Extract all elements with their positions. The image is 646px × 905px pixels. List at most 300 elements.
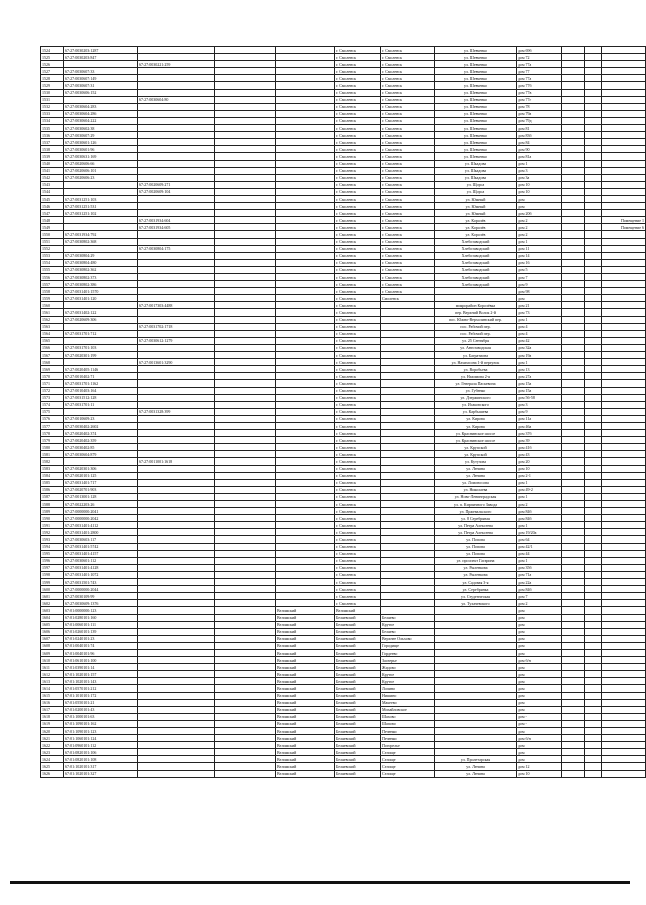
locality-cell: Лопино — [381, 685, 435, 692]
house-cell: дом 71а — [517, 571, 562, 578]
empty-cell-cell — [215, 728, 276, 735]
table-row — [41, 635, 646, 642]
empty-cell-cell — [585, 536, 602, 543]
cadastral-number-cell: 67:01:0820101:108 — [64, 756, 138, 763]
row-number-cell: 1560 — [41, 302, 64, 309]
empty-cell-cell — [562, 706, 585, 713]
empty-cell-cell — [585, 238, 602, 245]
cadastral-number-cell: 67:27:0030607:149 — [64, 75, 138, 82]
street-cell: ул. Кирова — [435, 415, 517, 422]
row-number-cell: 1610 — [41, 657, 64, 664]
street-cell: ул. Студенческая — [435, 593, 517, 600]
empty-cell-cell — [562, 288, 585, 295]
table-row — [41, 586, 646, 593]
row-number-cell: 1584 — [41, 472, 64, 479]
table-row — [41, 579, 646, 586]
empty-cell-cell — [562, 231, 585, 238]
locality-cell — [381, 536, 435, 543]
building-cadastral-number-cell — [138, 281, 215, 288]
cadastral-number-cell: 67:27:0030601:112 — [64, 557, 138, 564]
row-number-cell: 1537 — [41, 139, 64, 146]
street-cell: ул. п. Кирпичного Завода — [435, 501, 517, 508]
cadastral-number-cell: 67:01:0390101:14 — [64, 664, 138, 671]
note-cell — [602, 125, 646, 132]
empty-cell-cell — [585, 245, 602, 252]
settlement-cell: г. Смоленск — [335, 54, 381, 61]
empty-cell-cell — [215, 82, 276, 89]
note-cell — [602, 387, 646, 394]
street-cell: ул. проспект Гагарина — [435, 557, 517, 564]
district-cell: Велижский — [276, 770, 335, 777]
note-cell — [602, 657, 646, 664]
empty-cell-cell — [562, 146, 585, 153]
building-cadastral-number-cell — [138, 430, 215, 437]
row-number-cell: 1581 — [41, 451, 64, 458]
note-cell — [602, 281, 646, 288]
empty-cell-cell — [215, 642, 276, 649]
empty-cell-cell — [585, 224, 602, 231]
street-cell: ул. Шевченко — [435, 110, 517, 117]
cadastral-number-cell: 67:01:0960101:112 — [64, 742, 138, 749]
cadastral-number-cell: 67:27:0031401:1570 — [64, 288, 138, 295]
settlement-cell: Беляевский — [335, 763, 381, 770]
empty-cell-cell — [562, 203, 585, 210]
row-number-cell: 1611 — [41, 664, 64, 671]
note-cell — [602, 238, 646, 245]
empty-cell-cell — [215, 203, 276, 210]
table-row — [41, 422, 646, 429]
note-cell — [602, 444, 646, 451]
locality-cell: г. Смоленск — [381, 117, 435, 124]
house-cell: дом 15а — [517, 380, 562, 387]
empty-cell-cell — [585, 266, 602, 273]
district-cell — [276, 96, 335, 103]
empty-cell-cell — [215, 472, 276, 479]
settlement-cell: г. Смоленск — [335, 210, 381, 217]
row-number-cell: 1594 — [41, 543, 64, 550]
settlement-cell: г. Смоленск — [335, 330, 381, 337]
street-cell: ул. Нахимсона 1-й переулок — [435, 359, 517, 366]
locality-cell: г. Смоленск — [381, 217, 435, 224]
note-cell — [602, 430, 646, 437]
cadastral-number-cell — [64, 408, 138, 415]
cadastral-number-cell: 67:01:0570101:212 — [64, 685, 138, 692]
empty-cell-cell — [562, 536, 585, 543]
row-number-cell: 1597 — [41, 564, 64, 571]
cadastral-number-cell: 67:27:0030603:117 — [64, 536, 138, 543]
locality-cell — [381, 586, 435, 593]
district-cell — [276, 259, 335, 266]
empty-cell-cell — [215, 110, 276, 117]
street-cell — [435, 735, 517, 742]
empty-cell-cell — [215, 281, 276, 288]
settlement-cell: г. Смоленск — [335, 522, 381, 529]
street-cell — [435, 288, 517, 295]
building-cadastral-number-cell — [138, 685, 215, 692]
note-cell — [602, 422, 646, 429]
cadastral-number-cell: 67:01:1010101:172 — [64, 692, 138, 699]
empty-cell-cell — [585, 359, 602, 366]
cadastral-number-cell: 67:27:0031402:122 — [64, 309, 138, 316]
cadastral-number-cell: 67:27:0031401:717 — [64, 479, 138, 486]
empty-cell-cell — [585, 288, 602, 295]
note-cell — [602, 316, 646, 323]
settlement-cell: г. Смоленск — [335, 110, 381, 117]
house-cell: дом 1 — [517, 238, 562, 245]
district-cell — [276, 295, 335, 302]
cadastral-number-cell — [64, 302, 138, 309]
row-number-cell: 1565 — [41, 337, 64, 344]
locality-cell: г. Смоленск — [381, 188, 435, 195]
empty-cell-cell — [585, 642, 602, 649]
empty-cell-cell — [585, 671, 602, 678]
table-row — [41, 415, 646, 422]
table-row — [41, 394, 646, 401]
empty-cell-cell — [562, 61, 585, 68]
building-cadastral-number-cell — [138, 110, 215, 117]
district-cell — [276, 75, 335, 82]
note-cell — [602, 706, 646, 713]
table-row — [41, 649, 646, 656]
note-cell — [602, 742, 646, 749]
table-row — [41, 252, 646, 259]
empty-cell-cell — [585, 252, 602, 259]
building-cadastral-number-cell — [138, 571, 215, 578]
empty-cell-cell — [562, 621, 585, 628]
cadastral-number-cell: 67:27:0020606:66 — [64, 160, 138, 167]
empty-cell-cell — [562, 352, 585, 359]
building-cadastral-number-cell — [138, 195, 215, 202]
building-cadastral-number-cell — [138, 210, 215, 217]
table-row — [41, 408, 646, 415]
table-row — [41, 274, 646, 281]
row-number-cell: 1600 — [41, 586, 64, 593]
cadastral-number-cell: 67:01:1000101:63 — [64, 713, 138, 720]
street-cell — [435, 664, 517, 671]
locality-cell: г. Смоленск — [381, 266, 435, 273]
house-cell: дом — [517, 203, 562, 210]
empty-cell-cell — [562, 210, 585, 217]
house-cell: дом — [517, 742, 562, 749]
empty-cell-cell — [585, 593, 602, 600]
empty-cell-cell — [215, 529, 276, 536]
empty-cell-cell — [215, 188, 276, 195]
street-cell: пос. Рабочий пер. — [435, 330, 517, 337]
empty-cell-cell — [562, 671, 585, 678]
note-cell — [602, 181, 646, 188]
row-number-cell: 1596 — [41, 557, 64, 564]
cadastral-number-cell: 67:27:0030802:386 — [64, 281, 138, 288]
empty-cell-cell — [585, 125, 602, 132]
district-cell: Велижский — [276, 742, 335, 749]
empty-cell-cell — [562, 366, 585, 373]
cadastral-number-cell: 67:27:0030607:29 — [64, 132, 138, 139]
empty-cell-cell — [562, 295, 585, 302]
district-cell: Велижский — [276, 614, 335, 621]
note-cell — [602, 756, 646, 763]
locality-cell: г. Смоленск — [381, 153, 435, 160]
table-row — [41, 167, 646, 174]
table-row — [41, 529, 646, 536]
empty-cell-cell — [215, 501, 276, 508]
cadastral-number-cell: 67:27:0031401:4128 — [64, 564, 138, 571]
house-cell: дом 12 — [517, 763, 562, 770]
building-cadastral-number-cell — [138, 501, 215, 508]
row-number-cell: 1527 — [41, 68, 64, 75]
empty-cell-cell — [562, 309, 585, 316]
house-cell: дом 19а — [517, 352, 562, 359]
table-row — [41, 493, 646, 500]
row-number-cell: 1541 — [41, 167, 64, 174]
settlement-cell: г. Смоленск — [335, 75, 381, 82]
settlement-cell: г. Смоленск — [335, 408, 381, 415]
cadastral-number-cell: 67:27:0030402:85 — [64, 444, 138, 451]
row-number-cell: 1619 — [41, 720, 64, 727]
empty-cell-cell — [215, 238, 276, 245]
building-cadastral-number-cell — [138, 174, 215, 181]
empty-cell-cell — [562, 678, 585, 685]
building-cadastral-number-cell — [138, 642, 215, 649]
district-cell: Велижский — [276, 756, 335, 763]
district-cell — [276, 543, 335, 550]
empty-cell-cell — [562, 110, 585, 117]
empty-cell-cell — [585, 472, 602, 479]
note-cell — [602, 593, 646, 600]
empty-cell-cell — [585, 451, 602, 458]
row-number-cell: 1593 — [41, 536, 64, 543]
empty-cell-cell — [215, 266, 276, 273]
empty-cell-cell — [215, 68, 276, 75]
row-number-cell: 1579 — [41, 437, 64, 444]
settlement-cell: г. Смоленск — [335, 61, 381, 68]
settlement-cell: г. Смоленск — [335, 352, 381, 359]
district-cell: Велижский — [276, 692, 335, 699]
locality-cell: Погорелье — [381, 742, 435, 749]
empty-cell-cell — [585, 330, 602, 337]
table-row — [41, 188, 646, 195]
street-cell: ул. Шевченко — [435, 139, 517, 146]
row-number-cell: 1545 — [41, 195, 64, 202]
table-row — [41, 713, 646, 720]
locality-cell: г. Смоленск — [381, 259, 435, 266]
table-row — [41, 401, 646, 408]
table-row — [41, 281, 646, 288]
settlement-cell: Беляевский — [335, 756, 381, 763]
building-cadastral-number-cell — [138, 706, 215, 713]
building-cadastral-number-cell — [138, 266, 215, 273]
empty-cell-cell — [562, 181, 585, 188]
locality-cell — [381, 437, 435, 444]
empty-cell-cell — [585, 132, 602, 139]
district-cell — [276, 586, 335, 593]
note-cell — [602, 664, 646, 671]
row-number-cell: 1622 — [41, 742, 64, 749]
table-row — [41, 47, 646, 54]
table-row — [41, 217, 646, 224]
house-cell: дом 39 — [517, 437, 562, 444]
cadastral-number-cell: 67:27:0020606:23 — [64, 174, 138, 181]
note-cell — [602, 75, 646, 82]
house-cell: дом 10 — [517, 465, 562, 472]
note-cell — [602, 501, 646, 508]
building-cadastral-number-cell — [138, 259, 215, 266]
empty-cell-cell — [562, 323, 585, 330]
note-cell: Помещение 6 — [602, 224, 646, 231]
empty-cell-cell — [215, 252, 276, 259]
house-cell: дом — [517, 678, 562, 685]
locality-cell: Михайловское — [381, 706, 435, 713]
table-row — [41, 387, 646, 394]
house-cell: дом — [517, 664, 562, 671]
empty-cell-cell — [562, 493, 585, 500]
empty-cell-cell — [215, 763, 276, 770]
table-row — [41, 352, 646, 359]
settlement-cell: г. Смоленск — [335, 472, 381, 479]
cadastral-number-cell: 67:27:0030609:1376 — [64, 600, 138, 607]
locality-cell: Крутое — [381, 678, 435, 685]
note-cell — [602, 671, 646, 678]
empty-cell-cell — [215, 96, 276, 103]
street-cell: ул. Пржевальского — [435, 508, 517, 515]
empty-cell-cell — [215, 337, 276, 344]
empty-cell-cell — [585, 621, 602, 628]
house-cell: дом 43 — [517, 451, 562, 458]
empty-cell-cell — [562, 564, 585, 571]
table-row — [41, 68, 646, 75]
cadastral-number-cell: 67:01:1020101:157 — [64, 671, 138, 678]
table-row — [41, 522, 646, 529]
row-number-cell: 1540 — [41, 160, 64, 167]
empty-cell-cell — [215, 146, 276, 153]
table-row — [41, 316, 646, 323]
cadastral-number-cell: 67:01:0550101:21 — [64, 699, 138, 706]
building-cadastral-number-cell — [138, 515, 215, 522]
district-cell: Велижский — [276, 699, 335, 706]
row-number-cell: 1585 — [41, 479, 64, 486]
cadastral-number-cell: 67:01:0040101:74 — [64, 642, 138, 649]
empty-cell-cell — [562, 281, 585, 288]
table-row — [41, 607, 646, 614]
table-row — [41, 472, 646, 479]
row-number-cell: 1615 — [41, 692, 64, 699]
street-cell — [435, 614, 517, 621]
table-row — [41, 642, 646, 649]
empty-cell-cell — [562, 266, 585, 273]
empty-cell-cell — [585, 437, 602, 444]
table-row — [41, 359, 646, 366]
row-number-cell: 1542 — [41, 174, 64, 181]
empty-cell-cell — [562, 103, 585, 110]
empty-cell-cell — [585, 749, 602, 756]
building-cadastral-number-cell — [138, 437, 215, 444]
empty-cell-cell — [562, 600, 585, 607]
settlement-cell: г. Смоленск — [335, 529, 381, 536]
note-cell — [602, 110, 646, 117]
note-cell: Помещение 1 — [602, 217, 646, 224]
note-cell — [602, 245, 646, 252]
table-row — [41, 96, 646, 103]
building-cadastral-number-cell — [138, 649, 215, 656]
empty-cell-cell — [215, 756, 276, 763]
cadastral-number-cell: 67:27:0031251:102 — [64, 210, 138, 217]
locality-cell — [381, 472, 435, 479]
house-cell: дом 37б — [517, 430, 562, 437]
table-row — [41, 479, 646, 486]
district-cell — [276, 486, 335, 493]
house-cell: дом 46а — [517, 422, 562, 429]
table-row — [41, 139, 646, 146]
empty-cell-cell — [585, 649, 602, 656]
house-cell: дом 27а — [517, 373, 562, 380]
empty-cell-cell — [585, 75, 602, 82]
district-cell — [276, 430, 335, 437]
district-cell — [276, 536, 335, 543]
settlement-cell: Беляевский — [335, 713, 381, 720]
street-cell: ул. Губенко — [435, 387, 517, 394]
street-cell: ул. Дзержинского — [435, 394, 517, 401]
settlement-cell: г. Смоленск — [335, 586, 381, 593]
locality-cell — [381, 607, 435, 614]
street-cell: ул. Шевченко — [435, 82, 517, 89]
cadastral-number-cell: 67:27:0020606:101 — [64, 167, 138, 174]
street-cell — [435, 713, 517, 720]
settlement-cell: г. Смоленск — [335, 132, 381, 139]
empty-cell-cell — [562, 401, 585, 408]
empty-cell-cell — [562, 543, 585, 550]
empty-cell-cell — [585, 281, 602, 288]
house-cell: дом 1 — [517, 160, 562, 167]
settlement-cell: Беляевский — [335, 742, 381, 749]
cadastral-number-cell: 67:01:1020101:143 — [64, 678, 138, 685]
empty-cell-cell — [562, 274, 585, 281]
locality-cell: Верхнее Ольхово — [381, 635, 435, 642]
street-cell: ул. Южный — [435, 210, 517, 217]
note-cell — [602, 366, 646, 373]
house-cell: дом — [517, 195, 562, 202]
empty-cell-cell — [585, 458, 602, 465]
empty-cell-cell — [585, 706, 602, 713]
empty-cell-cell — [215, 366, 276, 373]
empty-cell-cell — [562, 770, 585, 777]
empty-cell-cell — [562, 749, 585, 756]
building-cadastral-number-cell — [138, 770, 215, 777]
settlement-cell: г. Смоленск — [335, 366, 381, 373]
note-cell — [602, 543, 646, 550]
house-cell: дом б/н — [517, 735, 562, 742]
table-row — [41, 330, 646, 337]
street-cell — [435, 728, 517, 735]
locality-cell: Селище — [381, 749, 435, 756]
cadastral-number-cell — [64, 181, 138, 188]
note-cell — [602, 550, 646, 557]
street-cell: Хлебозаводский — [435, 266, 517, 273]
note-cell — [602, 479, 646, 486]
empty-cell-cell — [562, 692, 585, 699]
house-cell: дом 44 — [517, 550, 562, 557]
row-number-cell: 1552 — [41, 245, 64, 252]
empty-cell-cell — [215, 486, 276, 493]
note-cell — [602, 579, 646, 586]
empty-cell-cell — [562, 188, 585, 195]
row-number-cell: 1617 — [41, 706, 64, 713]
house-cell: дом 2 — [517, 231, 562, 238]
building-cadastral-number-cell: 67:27:0013601:3290 — [138, 359, 215, 366]
empty-cell-cell — [215, 508, 276, 515]
house-cell: дом 81а — [517, 153, 562, 160]
locality-cell — [381, 522, 435, 529]
cadastral-number-cell: 67:27:0030601:126 — [64, 139, 138, 146]
empty-cell-cell — [585, 380, 602, 387]
